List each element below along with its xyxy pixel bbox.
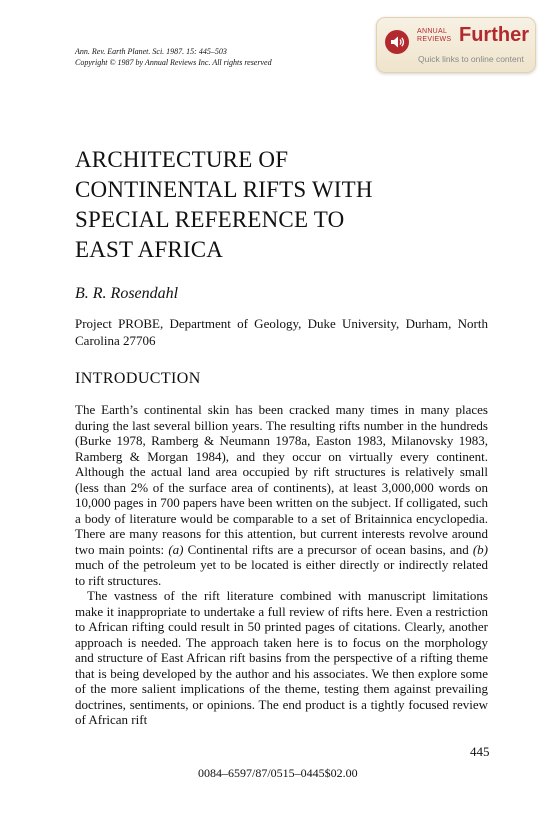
title-line: EAST AFRICA [75,237,224,262]
further-badge[interactable] [376,17,536,73]
title-line: SPECIAL REFERENCE TO [75,207,345,232]
page-number: 445 [470,744,490,759]
speaker-icon [385,30,409,54]
list-label: (b) [472,541,489,557]
price-code: 0084–6597/87/0515–0445$02.00 [198,766,358,780]
title-line: ARCHITECTURE OF [75,147,289,172]
brand-line: REVIEWS [417,36,452,43]
journal-citation [75,46,272,68]
further-subtitle[interactable]: Quick links to online content [418,54,524,64]
annual-reviews-wordmark [417,28,451,44]
section-heading: INTRODUCTION [75,370,201,387]
paragraph: The vastness of the rift literature combined with manuscript limitations make it inappropriate to undertake a full review of rifts here. Even a restriction to African rifting could result in 50 printed pages of citations. Clearly, another approach is needed. The approach taken here is to focus on the morphology and structure of East African rift basins from the perspective of a rifting theme that is being developed by the author and his associates. We then explore some of the more salient implications of the theme, testing them against prevailing doctrines, sentiments, or opinions. The end product is a tightly focused review of African rift [75,588,488,727]
title-line: CONTINENTAL RIFTS WITH [75,177,373,202]
further-title[interactable]: Further [459,24,529,46]
citation-line: Ann. Rev. Earth Planet. Sci. 1987. 15: 445–503 [75,47,227,56]
list-label: (a) [168,541,184,557]
article-title [75,145,373,265]
paragraph-text: Continental rifts are a precursor of ocean basins, and [183,541,473,557]
brand-line: ANNUAL [417,28,448,35]
paragraph-text: much of the petroleum yet to be located is either directly or indirectly related to rift structures. [75,557,488,588]
copyright-line: Copyright © 1987 by Annual Reviews Inc. All rights reserved [75,58,272,67]
paragraph-text: The Earth’s continental skin has been cracked many times in many places during the last several billion years. The resulting rifts number in the hundreds (Burke 1978, Ramberg & Neumann 1978a, Easton 1983, Milanovsky 1983, Ramberg & Morgan 1984), and they occur on virtually every continent. Although the actual land area occupied by rift structures is relatively small (less than 2% of the surface area of continents), at least 3,000,000 words on 10,000 pages in 700 papers have been written on the subject. If colligated, such a body of literature would be comparable to a set of Britainnica encyclopedia. There are many reasons for this attention, but current interests revolve around two main points: [75,402,488,557]
author-name: B. R. Rosendahl [75,285,179,302]
paragraph [75,402,488,588]
article-body [75,402,488,728]
author-affiliation: Project PROBE, Department of Geology, Duke University, Durham, North Carolina 27706 [75,316,488,348]
